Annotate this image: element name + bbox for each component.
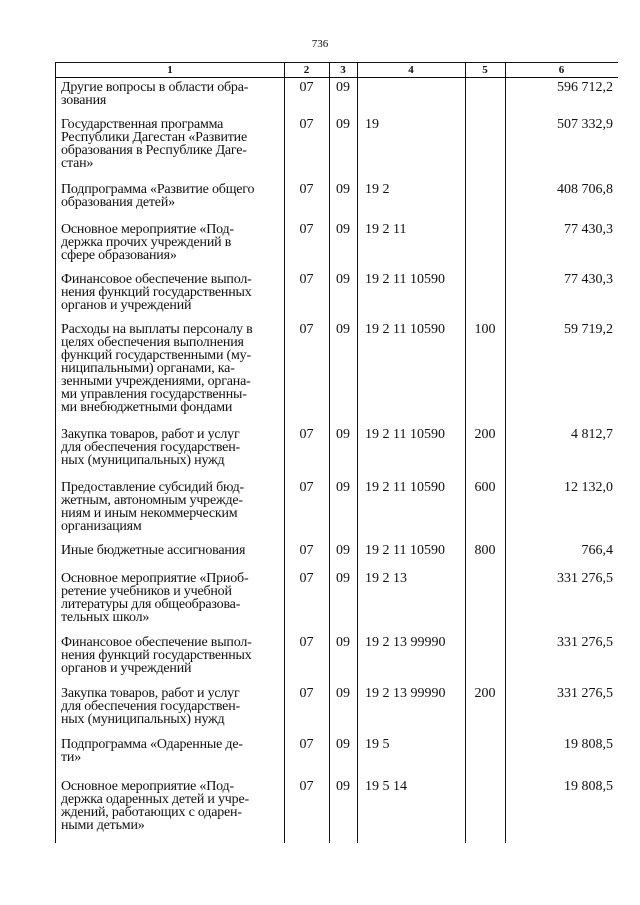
row-name: Финансовое обеспечение выпол- нения функций государственных органов и учреждений <box>61 272 252 313</box>
row-name: Основное мероприятие «Под- держка прочих учреждений в сфере образования» <box>61 222 234 263</box>
header-col-4: 4 <box>408 64 414 76</box>
row-subsection: 09 <box>336 737 350 752</box>
row-target-code: 19 2 13 <box>365 571 407 586</box>
row-amount: 331 276,5 <box>557 635 613 650</box>
row-subsection: 09 <box>336 779 350 794</box>
row-subsection: 09 <box>336 222 350 237</box>
row-subsection: 09 <box>336 80 350 95</box>
row-expense-type: 800 <box>474 543 496 558</box>
header-col-3: 3 <box>340 64 346 76</box>
row-amount: 766,4 <box>581 543 613 558</box>
row-name: Закупка товаров, работ и услуг для обеспечения государствен- ных (муниципальных) нужд <box>61 686 240 727</box>
row-name: Иные бюджетные ассигнования <box>61 543 246 558</box>
row-subsection: 09 <box>336 322 350 337</box>
row-target-code: 19 2 13 99990 <box>365 635 446 650</box>
row-section: 07 <box>299 737 314 752</box>
row-amount: 77 430,3 <box>564 222 613 237</box>
row-subsection: 09 <box>336 427 350 442</box>
row-subsection: 09 <box>336 571 350 586</box>
row-subsection: 09 <box>336 686 350 701</box>
row-section: 07 <box>299 222 314 237</box>
table-header <box>56 63 618 78</box>
row-section: 07 <box>299 779 314 794</box>
row-target-code: 19 2 <box>365 182 390 197</box>
row-target-code: 19 2 11 10590 <box>365 272 445 287</box>
row-target-code: 19 2 11 10590 <box>365 543 445 558</box>
row-subsection: 09 <box>336 480 350 495</box>
row-section: 07 <box>299 117 314 132</box>
row-section: 07 <box>299 635 314 650</box>
row-section: 07 <box>299 427 314 442</box>
row-subsection: 09 <box>336 117 350 132</box>
row-section: 07 <box>299 543 314 558</box>
row-expense-type: 600 <box>474 480 496 495</box>
row-amount: 507 332,9 <box>557 117 613 132</box>
row-subsection: 09 <box>336 182 350 197</box>
row-name: Подпрограмма «Развитие общего образования детей» <box>61 182 255 210</box>
row-subsection: 09 <box>336 635 350 650</box>
page-number: 736 <box>311 38 329 50</box>
row-section: 07 <box>299 272 314 287</box>
row-name: Подпрограмма «Одаренные де- ти» <box>61 737 243 765</box>
row-name: Другие вопросы в области обра- зования <box>61 80 249 108</box>
row-name: Государственная программа Республики Дагестан «Развитие образования в Республике Даге- стан» <box>61 117 247 171</box>
row-expense-type: 200 <box>474 686 496 701</box>
budget-table <box>55 62 618 843</box>
row-subsection: 09 <box>336 543 350 558</box>
column-divider <box>465 63 466 843</box>
row-section: 07 <box>299 322 314 337</box>
column-divider <box>284 63 285 843</box>
column-divider <box>357 63 358 843</box>
row-target-code: 19 2 13 99990 <box>365 686 446 701</box>
row-target-code: 19 <box>365 117 379 132</box>
row-target-code: 19 2 11 <box>365 222 407 237</box>
row-target-code: 19 2 11 10590 <box>365 322 445 337</box>
row-amount: 331 276,5 <box>557 571 613 586</box>
row-section: 07 <box>299 80 314 95</box>
row-name: Основное мероприятие «Приоб- ретение учебников и учебной литературы для общеобразова- тельных школ» <box>61 571 249 625</box>
column-divider <box>505 63 506 843</box>
row-section: 07 <box>299 686 314 701</box>
column-divider <box>329 63 330 843</box>
row-name: Финансовое обеспечение выпол- нения функций государственных органов и учреждений <box>61 635 252 676</box>
row-target-code: 19 2 11 10590 <box>365 480 445 495</box>
row-name: Закупка товаров, работ и услуг для обеспечения государствен- ных (муниципальных) нужд <box>61 427 240 468</box>
row-expense-type: 200 <box>474 427 496 442</box>
header-col-5: 5 <box>482 64 488 76</box>
header-col-2: 2 <box>303 64 310 76</box>
row-target-code: 19 5 <box>365 737 390 752</box>
row-section: 07 <box>299 480 314 495</box>
row-section: 07 <box>299 182 314 197</box>
row-amount: 12 132,0 <box>564 480 613 495</box>
row-target-code: 19 2 11 10590 <box>365 427 445 442</box>
row-section: 07 <box>299 571 314 586</box>
row-amount: 596 712,2 <box>557 80 613 95</box>
row-amount: 408 706,8 <box>557 182 613 197</box>
row-amount: 4 812,7 <box>571 427 613 442</box>
header-col-6: 6 <box>558 64 565 76</box>
row-subsection: 09 <box>336 272 350 287</box>
row-target-code: 19 5 14 <box>365 779 407 794</box>
row-name: Расходы на выплаты персоналу в целях обеспечения выполнения функций государственными (му- ниципальными) органами, ка- зенными учреждениями, органа- ми управления государственны- ми внебюджетными фондами <box>61 322 253 415</box>
row-amount: 19 808,5 <box>564 779 613 794</box>
row-name: Предоставление субсидий бюд- жетным, автономным учрежде- ниям и иным некоммерческим организациям <box>61 480 244 534</box>
row-name: Основное мероприятие «Под- держка одаренных детей и учре- ждений, работающих с одарен- ными детьми» <box>61 779 249 833</box>
row-amount: 19 808,5 <box>564 737 613 752</box>
row-amount: 331 276,5 <box>557 686 613 701</box>
row-amount: 77 430,3 <box>564 272 613 287</box>
row-expense-type: 100 <box>474 322 496 337</box>
header-col-1: 1 <box>167 64 173 76</box>
row-amount: 59 719,2 <box>564 322 613 337</box>
